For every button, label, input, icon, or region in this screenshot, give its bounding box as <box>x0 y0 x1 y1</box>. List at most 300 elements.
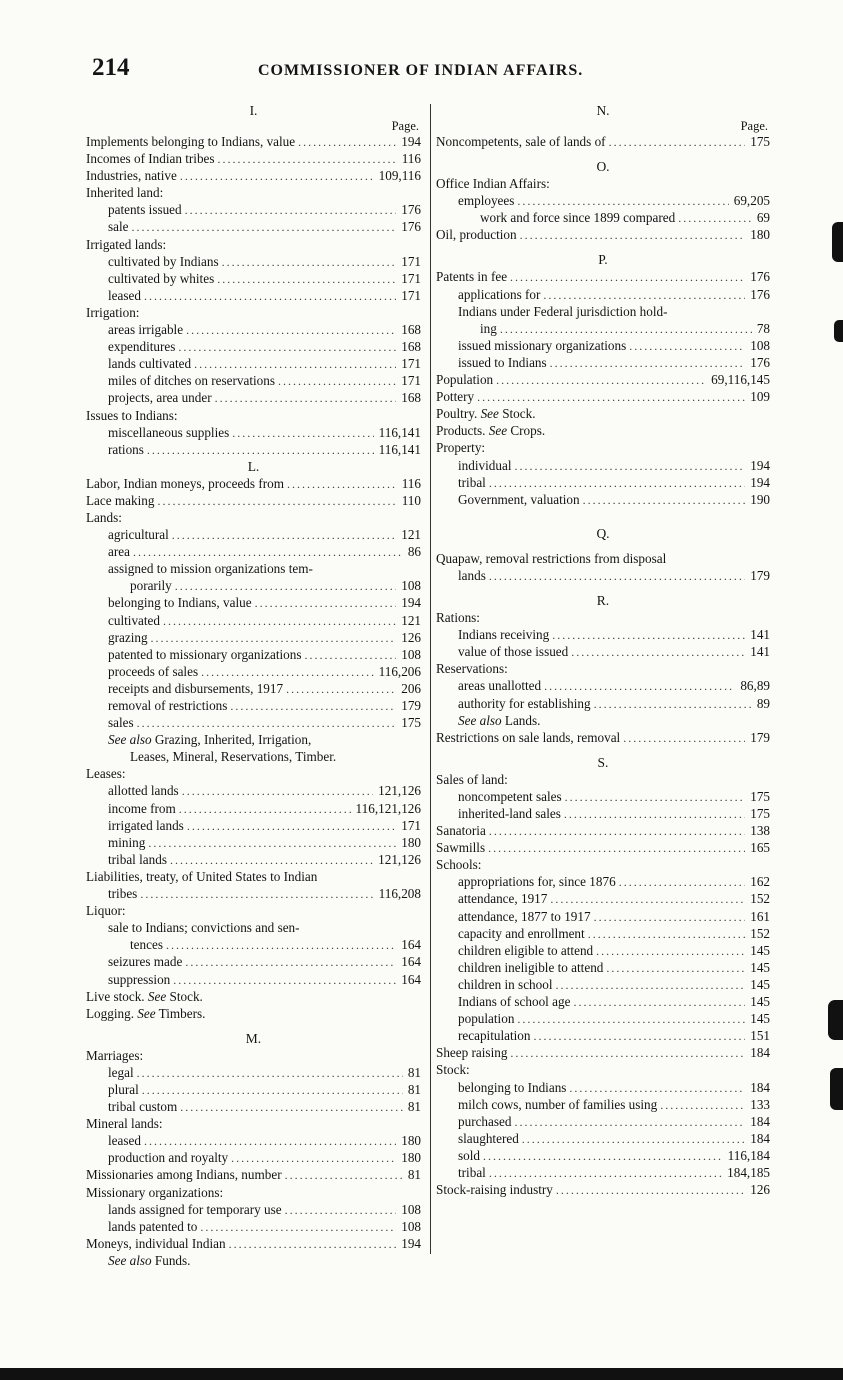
index-entry <box>86 475 421 492</box>
index-entry <box>436 491 770 508</box>
entry-page-ref: 180 <box>401 834 421 850</box>
entry-page-ref: 133 <box>750 1096 770 1112</box>
entry-page-ref: 116 <box>401 151 421 167</box>
entry-page-ref: 145 <box>750 994 770 1010</box>
entry-page-ref: 141 <box>750 627 770 643</box>
entry-label: children eligible to attend <box>458 942 594 958</box>
entry-label: Moneys, individual Indian <box>86 1235 226 1251</box>
index-entry <box>86 971 421 988</box>
entry-page-ref: 121,126 <box>378 851 421 867</box>
index-entry <box>436 457 770 474</box>
dot-leader <box>287 476 397 493</box>
index-entry <box>436 643 770 660</box>
entry-label: Restrictions on sale lands, removal <box>436 729 621 745</box>
entry-page-ref: 171 <box>401 356 421 372</box>
index-entry <box>436 388 770 405</box>
dot-leader <box>305 647 397 664</box>
dot-leader <box>520 227 746 244</box>
entry-page-ref: 108 <box>750 337 770 353</box>
index-entry <box>86 372 421 389</box>
page-column-header: Page. <box>740 119 768 133</box>
entry-page-ref: 176 <box>750 269 770 285</box>
dot-leader <box>534 1028 746 1045</box>
dot-leader <box>489 475 745 492</box>
dot-leader <box>594 696 752 713</box>
entry-label: work and force since 1899 compared <box>480 210 676 226</box>
spacer <box>436 542 770 550</box>
entry-page-ref: 184,185 <box>727 1164 770 1180</box>
see-also-target: Funds. <box>154 1252 191 1268</box>
index-heading: Inherited land: <box>86 185 164 201</box>
index-entry <box>86 201 421 218</box>
entry-page-ref: 206 <box>401 680 421 696</box>
entry-page-ref: 110 <box>401 492 421 508</box>
index-entry <box>86 543 421 560</box>
entry-page-ref: 151 <box>750 1028 770 1044</box>
index-entry <box>436 1096 770 1113</box>
index-entry <box>86 697 421 714</box>
index-entry <box>86 133 421 150</box>
dot-leader <box>142 1082 403 1099</box>
entry-page-ref: 81 <box>407 1081 421 1097</box>
cross-reference <box>86 1005 421 1022</box>
index-entry <box>86 936 421 953</box>
dot-leader <box>571 644 745 661</box>
index-entry <box>86 953 421 970</box>
index-entry <box>86 253 421 270</box>
index-heading: Quapaw, removal restrictions from disposal <box>436 550 667 566</box>
entry-label: tribal <box>458 474 486 490</box>
cross-ref-target: Crops. <box>510 423 546 439</box>
entry-label: Implements belonging to Indians, value <box>86 134 296 149</box>
entry-label: Indians of school age <box>458 994 571 1010</box>
index-entry <box>436 192 770 209</box>
entry-label: income from <box>108 800 176 816</box>
index-entry <box>86 441 421 458</box>
dot-leader <box>594 909 746 926</box>
cross-ref-term: Poultry. <box>436 406 478 422</box>
index-entry <box>436 133 770 150</box>
entry-label: sale <box>108 219 129 235</box>
entry-label: Noncompetents, sale of lands of <box>436 134 606 149</box>
entry-label: individual <box>458 457 512 473</box>
index-entry <box>86 817 421 834</box>
index-heading: Office Indian Affairs: <box>436 176 550 192</box>
index-entry <box>436 890 770 907</box>
entry-page-ref: 180 <box>401 1133 421 1149</box>
entry-label: slaughtered <box>458 1130 519 1146</box>
dot-leader <box>173 972 396 989</box>
index-entry <box>436 839 770 856</box>
entry-page-ref: 194 <box>750 457 770 473</box>
entry-page-ref: 194 <box>401 134 421 149</box>
entry-page-ref: 176 <box>401 202 421 218</box>
index-heading: Reservations: <box>436 661 508 677</box>
index-entry <box>86 714 421 731</box>
entry-label: areas unallotted <box>458 678 542 694</box>
entry-label: sold <box>458 1147 480 1163</box>
dot-leader <box>230 698 396 715</box>
index-heading: Stock: <box>436 1062 470 1078</box>
entry-label: projects, area under <box>108 390 212 406</box>
entry-page-ref: 89 <box>756 695 770 711</box>
entry-label: cultivated by whites <box>108 270 215 286</box>
entry-page-ref: 108 <box>401 1201 421 1217</box>
index-heading: Rations: <box>436 610 480 626</box>
entry-page-ref: 165 <box>750 840 770 856</box>
entry-page-ref: 116,208 <box>378 886 421 902</box>
index-entry <box>436 873 770 890</box>
dot-leader <box>609 134 746 151</box>
entry-label: Incomes of Indian tribes <box>86 151 215 167</box>
entry-label: Lace making <box>86 492 155 508</box>
index-heading: Leases, Mineral, Reservations, Timber. <box>130 749 337 765</box>
entry-label: agricultural <box>108 527 169 543</box>
entry-page-ref: 176 <box>750 354 770 370</box>
entry-label: lands <box>458 567 486 583</box>
dot-leader <box>569 1080 745 1097</box>
dot-leader <box>185 954 396 971</box>
entry-page-ref: 145 <box>750 942 770 958</box>
section-letter: N. <box>596 103 610 118</box>
entry-page-ref: 190 <box>750 491 770 507</box>
index-entry <box>436 567 770 584</box>
entry-page-ref: 108 <box>401 578 421 594</box>
dot-leader <box>543 287 745 304</box>
entry-label: children in school <box>458 976 553 992</box>
dot-leader <box>606 960 745 977</box>
index-heading: Mineral lands: <box>86 1116 163 1132</box>
dot-leader <box>132 219 397 236</box>
dot-leader <box>144 1133 396 1150</box>
index-entry <box>436 1130 770 1147</box>
dot-leader <box>500 321 752 338</box>
dot-leader <box>550 891 745 908</box>
entry-page-ref: 141 <box>750 644 770 660</box>
entry-label: seizures made <box>108 954 183 970</box>
entry-label: lands patented to <box>108 1218 198 1234</box>
entry-page-ref: 69,116,145 <box>711 372 770 388</box>
index-entry <box>86 594 421 611</box>
entry-page-ref: 175 <box>750 788 770 804</box>
entry-page-ref: 164 <box>401 937 421 953</box>
entry-label: sales <box>108 715 134 731</box>
entry-label: attendance, 1877 to 1917 <box>458 908 591 924</box>
cross-ref-term: Products. <box>436 423 486 439</box>
index-entry <box>86 1149 421 1166</box>
entry-label: leased <box>108 287 141 303</box>
entry-label: expenditures <box>108 339 176 355</box>
dot-leader <box>180 168 374 185</box>
index-entry <box>436 1079 770 1096</box>
dot-leader <box>137 1065 403 1082</box>
index-entry <box>86 1218 421 1235</box>
index-entry <box>86 885 421 902</box>
see-also-marker: See also <box>108 1252 152 1268</box>
see-also-marker: See also <box>458 712 502 728</box>
entry-page-ref: 179 <box>750 567 770 583</box>
index-entry <box>86 167 421 184</box>
entry-label: proceeds of sales <box>108 663 199 679</box>
entry-page-ref: 171 <box>401 817 421 833</box>
index-entry <box>436 788 770 805</box>
entry-page-ref: 145 <box>750 976 770 992</box>
index-entry <box>86 526 421 543</box>
entry-page-ref: 171 <box>401 373 421 389</box>
index-entry <box>436 354 770 371</box>
entry-page-ref: 126 <box>401 629 421 645</box>
cross-reference <box>436 405 770 422</box>
entry-label: capacity and enrollment <box>458 925 585 941</box>
dot-leader <box>588 926 746 943</box>
index-heading: Liquor: <box>86 903 126 919</box>
index-entry <box>436 371 770 388</box>
dot-leader <box>298 134 396 151</box>
dot-leader <box>148 835 396 852</box>
dot-leader <box>489 823 745 840</box>
entry-page-ref: 116,141 <box>378 441 421 457</box>
index-heading: Irrigation: <box>86 304 140 320</box>
index-entry <box>86 1235 421 1252</box>
entry-label: lands assigned for temporary use <box>108 1201 282 1217</box>
entry-page-ref: 108 <box>401 646 421 662</box>
entry-label: attendance, 1917 <box>458 891 548 907</box>
entry-label: plural <box>108 1081 139 1097</box>
entry-label: cultivated by Indians <box>108 253 219 269</box>
index-entry <box>86 270 421 287</box>
index-heading: sale to Indians; convictions and sen- <box>108 920 300 936</box>
entry-page-ref: 116,184 <box>727 1147 770 1163</box>
page-number: 214 <box>92 54 130 81</box>
index-entry <box>86 800 421 817</box>
index-entry <box>436 1027 770 1044</box>
dot-leader <box>556 977 746 994</box>
entry-label: value of those issued <box>458 644 569 660</box>
entry-label: milch cows, number of families using <box>458 1096 658 1112</box>
index-entry <box>86 851 421 868</box>
section-letter: O. <box>596 159 610 175</box>
entry-label: authority for establishing <box>458 695 591 711</box>
dot-leader <box>678 210 752 227</box>
dot-leader <box>231 1150 396 1167</box>
dot-leader <box>285 1167 403 1184</box>
entry-page-ref: 81 <box>407 1099 421 1115</box>
entry-page-ref: 171 <box>401 270 421 286</box>
index-entry <box>86 338 421 355</box>
index-entry <box>86 834 421 851</box>
index-entry <box>86 1098 421 1115</box>
entry-label: porarily <box>130 578 172 594</box>
dot-leader <box>496 372 706 389</box>
index-entry <box>436 337 770 354</box>
entry-label: Indians receiving <box>458 627 550 643</box>
index-heading: Liabilities, treaty, of United States to Indian <box>86 868 318 884</box>
dot-leader <box>623 730 745 747</box>
dot-leader <box>596 943 745 960</box>
entry-page-ref: 109 <box>750 389 770 405</box>
index-heading: Irrigated lands: <box>86 236 167 252</box>
index-entry <box>436 695 770 712</box>
entry-label: noncompetent sales <box>458 788 562 804</box>
index-entry <box>436 942 770 959</box>
cross-ref-term: Logging. <box>86 1005 134 1021</box>
entry-page-ref: 161 <box>750 908 770 924</box>
entry-label: ing <box>480 320 497 336</box>
index-entry <box>436 1010 770 1027</box>
see-marker: See <box>147 988 167 1004</box>
index-entry <box>436 1147 770 1164</box>
dot-leader <box>178 339 396 356</box>
dot-leader <box>285 1202 397 1219</box>
entry-page-ref: 168 <box>401 390 421 406</box>
entry-page-ref: 194 <box>401 1235 421 1251</box>
dot-leader <box>544 678 735 695</box>
entry-page-ref: 69,205 <box>733 193 770 209</box>
index-column-right <box>436 102 770 1198</box>
cross-ref-target: Timbers. <box>158 1005 206 1021</box>
index-entry <box>436 286 770 303</box>
index-entry <box>436 805 770 822</box>
section-letter: I. <box>249 103 258 118</box>
entry-label: issued to Indians <box>458 354 547 370</box>
dot-leader <box>222 254 397 271</box>
spacer <box>436 150 770 158</box>
entry-label: rations <box>108 441 144 457</box>
entry-page-ref: 138 <box>750 823 770 839</box>
cross-ref-target: Stock. <box>169 988 203 1004</box>
see-also-target: Lands. <box>504 712 541 728</box>
spacer <box>436 508 770 525</box>
dot-leader <box>565 789 746 806</box>
entry-page-ref: 116 <box>401 475 421 491</box>
entry-label: grazing <box>108 629 148 645</box>
dot-leader <box>166 937 396 954</box>
index-heading: Lands: <box>86 509 122 525</box>
entry-label: Missionaries among Indians, number <box>86 1167 282 1183</box>
index-entry <box>436 320 770 337</box>
entry-page-ref: 152 <box>750 891 770 907</box>
entry-page-ref: 121,126 <box>378 783 421 799</box>
entry-page-ref: 69 <box>756 210 770 226</box>
index-heading: Leases: <box>86 766 126 782</box>
entry-page-ref: 152 <box>750 925 770 941</box>
see-marker: See <box>488 423 508 439</box>
entry-page-ref: 145 <box>750 959 770 975</box>
index-entry <box>436 209 770 226</box>
scan-edge-mark <box>830 1068 843 1110</box>
entry-label: lands cultivated <box>108 356 192 372</box>
section-letter: Q. <box>596 525 610 541</box>
dot-leader <box>179 801 351 818</box>
see-marker: See <box>137 1005 156 1021</box>
dot-leader <box>286 681 396 698</box>
index-heading: Issues to Indians: <box>86 407 178 423</box>
entry-label: Oil, production <box>436 227 517 243</box>
dot-leader <box>218 151 397 168</box>
entry-label: miscellaneous supplies <box>108 424 230 440</box>
dot-leader <box>201 664 374 681</box>
entry-label: patented to missionary organizations <box>108 646 302 662</box>
entry-label: applications for <box>458 286 541 302</box>
dot-leader <box>517 1011 745 1028</box>
entry-label: Industries, native <box>86 168 177 184</box>
index-entry <box>86 1166 421 1183</box>
column-divider <box>430 104 431 1254</box>
entry-label: belonging to Indians, value <box>108 595 252 611</box>
entry-label: removal of restrictions <box>108 698 228 713</box>
dot-leader <box>550 355 746 372</box>
index-entry <box>86 321 421 338</box>
entry-page-ref: 162 <box>750 874 770 890</box>
entry-label: tribal lands <box>108 851 167 867</box>
index-entry <box>436 1044 770 1061</box>
entry-page-ref: 176 <box>401 219 421 235</box>
dot-leader <box>170 852 373 869</box>
entry-label: appropriations for, since 1876 <box>458 874 616 890</box>
dot-leader <box>229 1236 397 1253</box>
entry-page-ref: 175 <box>401 715 421 731</box>
dot-leader <box>510 269 745 286</box>
entry-label: Sawmills <box>436 840 486 856</box>
entry-label: tribal custom <box>108 1099 178 1115</box>
dot-leader <box>517 193 728 210</box>
index-entry <box>86 577 421 594</box>
dot-leader <box>186 322 396 339</box>
entry-page-ref: 145 <box>750 1011 770 1027</box>
index-entry <box>86 646 421 663</box>
dot-leader <box>194 356 396 373</box>
index-entry <box>436 993 770 1010</box>
entry-page-ref: 78 <box>756 320 770 336</box>
entry-page-ref: 171 <box>401 287 421 303</box>
entry-page-ref: 164 <box>401 971 421 987</box>
entry-page-ref: 168 <box>401 322 421 338</box>
entry-page-ref: 121 <box>401 612 421 628</box>
dot-leader <box>619 874 746 891</box>
entry-page-ref: 180 <box>750 227 770 243</box>
entry-page-ref: 184 <box>750 1130 770 1146</box>
section-letter: L. <box>247 458 260 474</box>
entry-page-ref: 175 <box>750 806 770 821</box>
entry-page-ref: 81 <box>407 1064 421 1080</box>
entry-page-ref: 109,116 <box>378 168 421 184</box>
dot-leader <box>552 627 745 644</box>
entry-page-ref: 180 <box>401 1150 421 1166</box>
entry-page-ref: 86,89 <box>740 678 770 694</box>
spacer <box>436 584 770 592</box>
entry-label: population <box>458 1011 515 1027</box>
entry-label: recapitulation <box>458 1028 531 1044</box>
index-entry <box>86 1064 421 1081</box>
cross-reference <box>436 422 770 439</box>
scan-edge-mark <box>832 222 843 262</box>
dot-leader <box>477 389 745 406</box>
entry-page-ref: 81 <box>407 1167 421 1183</box>
entry-label: areas irrigable <box>108 322 184 338</box>
index-entry <box>436 474 770 491</box>
entry-page-ref: 116,206 <box>378 663 421 679</box>
index-entry <box>86 629 421 646</box>
see-also-reference <box>86 1252 421 1269</box>
entry-label: miles of ditches on reservations <box>108 373 276 389</box>
entry-page-ref: 126 <box>750 1182 770 1198</box>
entry-label: cultivated <box>108 612 160 628</box>
entry-label: leased <box>108 1133 141 1149</box>
dot-leader <box>556 1182 745 1199</box>
scan-edge-mark <box>828 1000 843 1040</box>
dot-leader <box>660 1097 745 1114</box>
entry-label: purchased <box>458 1113 512 1129</box>
